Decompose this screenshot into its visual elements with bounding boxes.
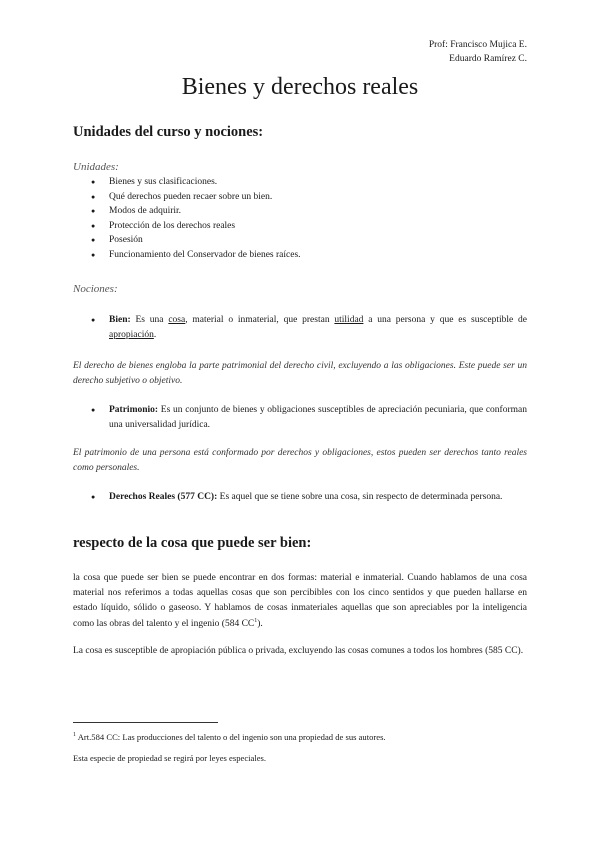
definition-text: a una persona y que es susceptible de — [363, 315, 527, 325]
footnote-divider — [73, 722, 218, 723]
body-paragraph — [73, 571, 527, 632]
underlined-term: cosa — [168, 315, 186, 325]
bullet-icon: ● — [91, 406, 96, 414]
page-title: Bienes y derechos reales — [181, 74, 419, 100]
paragraph-text: ). — [257, 618, 263, 629]
underlined-term: utilidad — [334, 315, 364, 325]
definition-text: Es una — [130, 315, 169, 325]
body-paragraph: La cosa es susceptible de apropiación pública o privada, excluyendo las cosas comunes a todos los hombres (585 CC). — [73, 646, 524, 656]
bullet-icon: ● — [91, 316, 96, 324]
author-block — [429, 38, 527, 66]
list-item: ● Posesión — [109, 233, 301, 248]
bullet-icon: ● — [91, 493, 96, 501]
units-list — [73, 175, 301, 263]
definition-term: Derechos Reales (577 CC): — [109, 492, 218, 502]
section-heading-cosa: respecto de la cosa que puede ser bien: — [73, 535, 312, 551]
units-label: Unidades: — [73, 161, 119, 173]
definition-bien — [91, 313, 527, 343]
note-paragraph: El derecho de bienes engloba la parte patrimonial del derecho civil, excluyendo a las obligaciones. Este puede ser un derecho subjetivo o objetivo. — [73, 361, 527, 386]
definition-term: Patrimonio: — [109, 405, 159, 415]
list-item: ● Protección de los derechos reales — [109, 219, 301, 234]
footnote-line: Esta especie de propiedad se regirá por leyes especiales. — [73, 753, 267, 763]
paragraph-text: la cosa que puede ser bien se puede encontrar en dos formas: material e inmaterial. Cuando hablamos de una cosa material nos referimos a todas aquellas cosas que son percibibles con los cinco sentidos y que pueden hallarse en estado líquido, sólido o gaseoso. Y hablamos de cosas inmateriales aquellas que son apreciables por la inteligencia como las obras del talento y el ingenio (584 CC — [73, 573, 527, 629]
definition-patrimonio — [91, 403, 527, 433]
list-item: ● Funcionamiento del Conservador de bienes raíces. — [109, 248, 301, 263]
underlined-term: apropiación — [109, 330, 154, 340]
footnote — [73, 731, 527, 743]
definition-term: Bien: — [109, 315, 131, 325]
footnote-mark: 1 — [73, 732, 76, 739]
footnote-text: Las producciones del talento o del ingenio son una propiedad de sus autores. — [120, 732, 386, 742]
definition-derechos-reales — [91, 490, 527, 505]
list-item: ● Modos de adquirir. — [109, 204, 301, 219]
section-heading-units: Unidades del curso y nociones: — [73, 124, 264, 140]
author-name: Prof: Francisco Mujica E. — [428, 40, 527, 50]
definition-text: , material o inmaterial, que prestan — [185, 315, 335, 325]
author-name: Eduardo Ramírez C. — [449, 54, 527, 64]
footnote-article: Art.584 CC: — [77, 732, 121, 742]
list-item: ● Bienes y sus clasificaciones. — [109, 175, 301, 190]
definition-text: . — [153, 330, 157, 340]
list-item: ● Qué derechos pueden recaer sobre un bien. — [109, 190, 301, 205]
definition-text: Es un conjunto de bienes y obligaciones susceptibles de apreciación pecuniaria, que conforman una universalidad jurídica. — [109, 405, 527, 430]
footnote-ref[interactable]: 1 — [254, 617, 258, 624]
note-paragraph: El patrimonio de una persona está conformado por derechos y obligaciones, estos pueden ser derechos tanto reales como personales. — [73, 448, 527, 473]
nociones-label: Nociones: — [73, 283, 118, 295]
definition-text: Es aquel que se tiene sobre una cosa, sin respecto de determinada persona. — [217, 492, 503, 502]
